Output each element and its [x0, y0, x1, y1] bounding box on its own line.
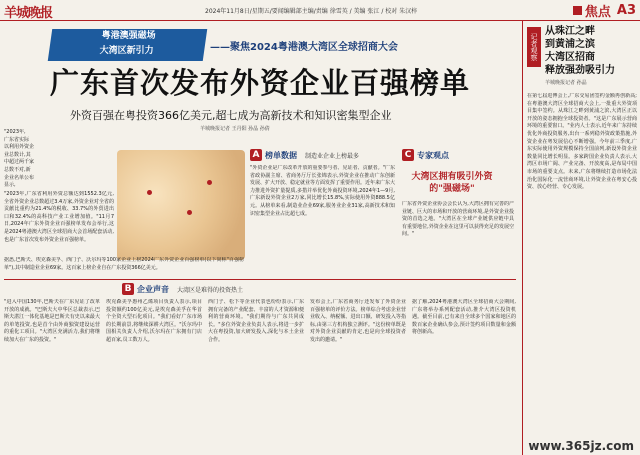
box3-desc: 大湾区是难得的投资热土 [177, 286, 244, 294]
col2-paragraph [4, 257, 244, 279]
intro-line: 总数不对,新 [4, 166, 31, 173]
col2-text: 据悉,巴斯夫、埃克森美孚、西门子、沃尔玛等100家企业上榜2024广东外资企业百强榜单(以下简称"百强榜单"),其中制造业企业69家。这百家上榜企业自在广东投资366亿美元。 [4, 257, 244, 271]
side-story [522, 21, 640, 455]
kicker-banner [48, 29, 207, 61]
main-byline: 羊城晚报记者 王丹阳 孙晶 孙倩 [200, 126, 270, 132]
side-body-text: 在第七届进博会上,广东交易团签约金额再创新高;在粤港澳大湾区全球招商大会上,一批重大外资项目集中签约。从珠江之畔到黄浦之滨,大湾区正以开放的姿态拥抱全球投资者。"这是广东展示营商环境的重要窗口。"业内人士表示,近年来广东持续优化外商投资服务,出台一系列稳外资政策措施,外资企业在粤发展信心不断增强。今年前三季度,广东实际使用外资规模保持全国前列,新设外资企业数量同比增长明显。多家跨国企业负责人表示,大湾区市场广阔、产业完备、开放度高,是布局中国市场的重要支点。未来,广东将继续打造市场化法治化国际化一流营商环境,让外资企业在粤安心投资、放心经营、专心发展。 [527, 93, 637, 191]
side-title [545, 25, 639, 77]
intro-line: 广东省实际 [4, 136, 30, 143]
box3-label: 企业声音 [137, 284, 169, 294]
kicker-line-2: 大湾区新引力 [99, 46, 154, 56]
watermark: www.365jz.com [528, 439, 634, 453]
bottom-col-1 [4, 299, 100, 453]
side-title-line: 从珠江之畔 [545, 26, 595, 37]
box2-icon: C [402, 149, 414, 161]
side-byline: 羊城晚报记者 孙晶 [545, 80, 587, 86]
box1-label: 榜单数据 [265, 150, 297, 160]
box2-body [402, 201, 514, 271]
page-number: A3 [616, 3, 636, 18]
bottom-col-2 [106, 299, 202, 453]
side-title-line: 释放强劲吸引力 [545, 65, 615, 76]
intro-line: 业总数计,其 [4, 151, 31, 158]
pull-quote: 大湾区拥有吸引外资的"强磁场" [411, 172, 493, 194]
box2-header [402, 149, 449, 161]
kicker-line-1: 粤港澳强磁场 [101, 31, 156, 41]
bottom-col-1-text: "进入中国130年,巴斯夫在广东见证了改革开放的成就。"巴斯夫大中华区总裁表示,巴斯夫湛江一体化基地是巴斯夫有史以来最大的单笔投资,也是首个由外商独资建设运营的重化工项目。"大湾区充满活力,我们将继续加大在广东的投资。" [4, 299, 100, 343]
map-marker [187, 210, 192, 215]
bottom-col-4-text: 发布会上,广东省商务厅还发布了外资企业百强榜单的评价方法。榜单综合考虑企业营业收入、纳税额、进出口额、研发投入等指标,由第三方机构独立测评。"这份榜单既是对外资企业贡献的肯定,也是向全球投资者发出的邀请。" [310, 299, 406, 343]
box1-text: "外资企业是广东改革开放的重要参与者、见证者、贡献者。"广东省政协副主席、省商务厅厅长张锦表示,外资企业在推动广东创新发展、扩大开放、稳定就业等方面发挥了重要作用。近年来广东大力推进外资扩量提质,多措并举优化外商投资环境,2024年1—9月,广东新设外资企业2万家,同比增长15.8%,实际使用外资888.5亿元。从榜单来看,制造业企业69家,服务业企业31家,高新技术和知识密集型企业占比超七成。 [250, 165, 395, 217]
bottom-col-3 [208, 299, 304, 453]
box2-text: 广东省外资企业协会会长认为,大湾区拥有完善的产业链、巨大的市场和开放的营商环境,是外资企业投资的首选之地。"大湾区在全球产业链供应链中具有重要地位,外资企业在这里可以获得充足的发展空间。" [402, 201, 514, 238]
section-square-icon [573, 6, 582, 15]
series-title: ——聚焦2024粤港澳大湾区全球招商大会 [210, 42, 398, 53]
divider [4, 279, 516, 280]
map-marker [207, 180, 212, 185]
intro-line: 显示, [4, 182, 16, 189]
lead-text: "2023年,广东省利用外资总额达到1552.3亿元,全省外资企业总数超过3.4万家,外资企业对全省的贡献比重约为21.4%的税收、33.7%的外贸进出口和32.4%的高科技产业工业增加值。"11月7日,2024年广东外资企业百强榜单发布会举行,这是2024粤港澳大湾区全球招商大会首场配套活动,也是广东首次发布外资企业百强榜单。 [4, 191, 114, 243]
page-headline: 广东首次发布外资企业百强榜单 [49, 66, 470, 100]
box3-header [122, 283, 243, 295]
box1-desc: 制造业企业上榜最多 [305, 152, 360, 160]
section-header [573, 1, 636, 20]
intro-line: 企业名单公布 [4, 174, 35, 181]
subheadline: 外资百强在粤投资366亿美元,超七成为高新技术和知识密集型企业 [70, 109, 392, 122]
map-marker [147, 190, 152, 195]
box2-label: 专家观点 [417, 150, 449, 160]
box3-icon: B [122, 283, 134, 295]
intro-line: 中超过两千家 [4, 159, 35, 166]
bottom-col-4 [310, 299, 406, 453]
intro-line: 以利用外资企 [4, 144, 35, 151]
bottom-col-2-text: 埃克森美孚惠州乙烯项目负责人表示,项目投资额约100亿美元,是埃克森美孚在华首个全资大型石化项目。"我们看好广东市场的长期前景,将继续深耕大湾区。"沃尔玛中国相关负责人介绍,沃尔玛在广东拥有门店超百家,员工数万人。 [106, 299, 202, 343]
dateline: 2024年11月8日/星期五/要闻编辑部主编/责编 徐雪英 / 美编 张江 / 校对 朱汉梓 [205, 8, 418, 15]
intro-lines [4, 129, 54, 189]
newspaper-logo: 羊城晚报 [4, 6, 53, 21]
box1-body [250, 165, 395, 275]
side-label: 记者观察 [527, 27, 541, 67]
lead-paragraph [4, 191, 114, 257]
bottom-col-5 [412, 299, 516, 453]
side-title-line: 到黄浦之滨 [545, 39, 595, 50]
main-story [0, 21, 520, 455]
masthead [0, 0, 640, 21]
bottom-col-3-text: 西门子、松下等企业代表也纷纷表示,广东拥有完备的产业配套、丰富的人才资源和便利的营商环境。"我们期待与广东共同成长。"多位外资企业负责人表示,将进一步扩大在粤投资,加大研发投入,深化与本土企业合作。 [208, 299, 304, 343]
bottom-col-5-text: 据了解,2024粤港澳大湾区全球招商大会期间,广东将举办系列配套活动,推介大湾区投资机遇。截至目前,已有来自全球多个国家和地区的数百家企业确认参会,预计签约项目数量和金额将创新高。 [412, 299, 516, 336]
section-name: 焦点 [584, 5, 611, 20]
intro-line: "2023年, [4, 129, 26, 135]
map-illustration [117, 150, 245, 260]
box1-header [250, 149, 359, 161]
box1-icon: A [250, 149, 262, 161]
side-title-line: 大湾区招商 [545, 52, 595, 63]
side-body [527, 93, 637, 453]
